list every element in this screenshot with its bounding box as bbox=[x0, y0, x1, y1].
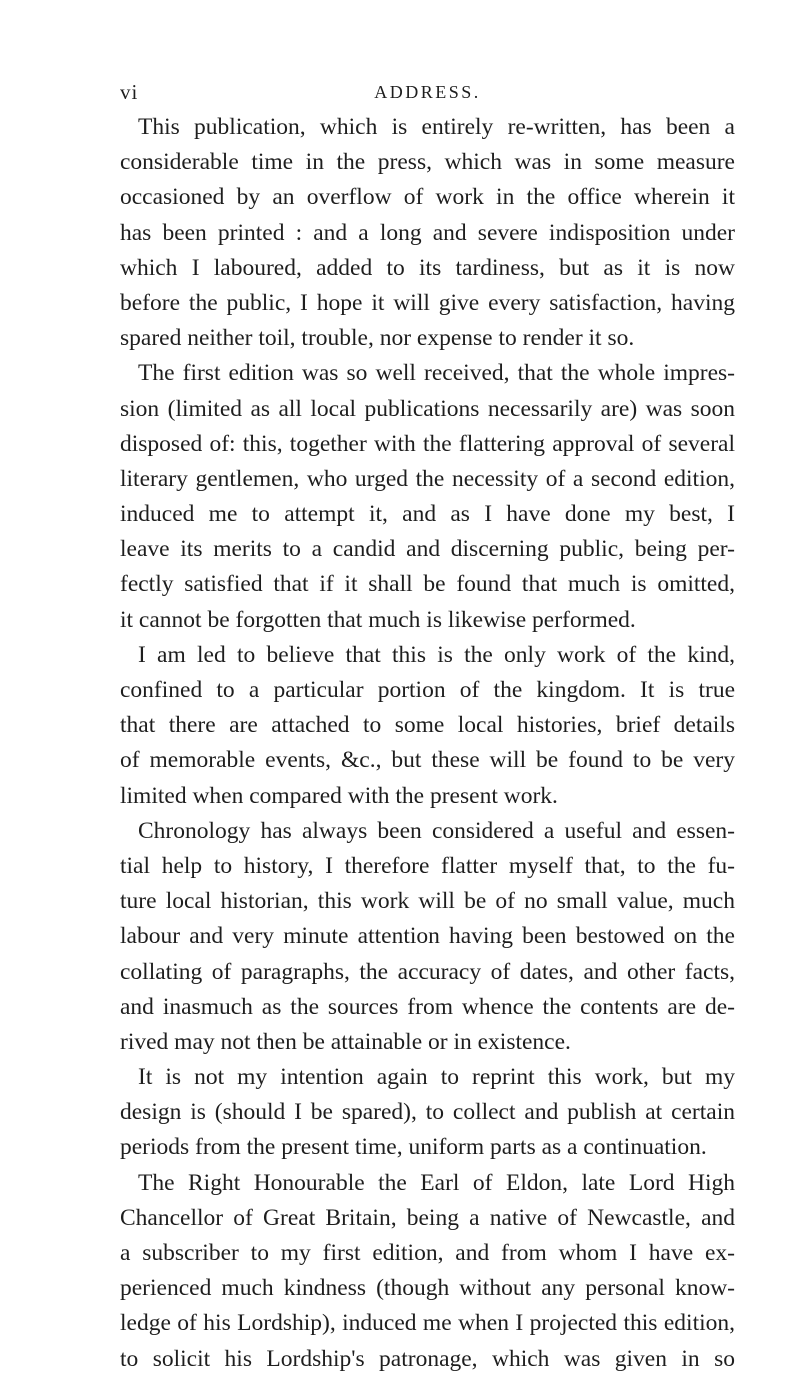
text-line: considerable time in the press, which was in some measure bbox=[120, 149, 735, 176]
text-line: sion (limited as all local publications necessarily are) was soon bbox=[120, 395, 735, 422]
text-line: periods from the present time, uniform parts as a continuation. bbox=[120, 1134, 707, 1161]
paragraph bbox=[120, 638, 735, 814]
page-number: vi bbox=[120, 80, 139, 104]
text-line: perienced much kindness (though without any personal know- bbox=[120, 1275, 735, 1302]
text-line: labour and very minute attention having been bestowed on the bbox=[120, 923, 735, 950]
text-line: leave its merits to a candid and discerning public, being per- bbox=[120, 536, 735, 563]
text-line: disposed of: this, together with the flattering approval of several bbox=[120, 430, 735, 457]
text-line: has been printed : and a long and severe indisposition under bbox=[120, 219, 735, 246]
paragraph bbox=[120, 110, 735, 356]
running-head bbox=[120, 80, 735, 110]
text-line: it cannot be forgotten that much is likewise performed. bbox=[120, 606, 636, 633]
text-line: rived may not then be attainable or in existence. bbox=[120, 1028, 571, 1055]
text-line: before the public, I hope it will give every satisfaction, having bbox=[120, 289, 735, 316]
paragraph bbox=[120, 814, 735, 1060]
text-line: ledge of his Lordship), induced me when I projected this edition, bbox=[120, 1310, 735, 1337]
text-line: The first edition was so well received, that the whole impres- bbox=[138, 360, 735, 387]
text-line: to solicit his Lordship's patronage, which was given in so bbox=[120, 1345, 735, 1372]
text-line: tial help to history, I therefore flatter myself that, to the fu- bbox=[120, 852, 735, 879]
paragraph bbox=[120, 356, 735, 638]
text-line: spared neither toil, trouble, nor expense to render it so. bbox=[120, 325, 635, 352]
text-line: Chronology has always been considered a useful and essen- bbox=[138, 817, 735, 844]
text-line: ture local historian, this work will be of no small value, much bbox=[120, 888, 735, 915]
text-line: which I laboured, added to its tardiness, but as it is now bbox=[120, 254, 735, 281]
text-line: that there are attached to some local histories, brief details bbox=[120, 712, 735, 739]
text-line: This publication, which is entirely re-written, has been a bbox=[138, 114, 735, 140]
text-line: induced me to attempt it, and as I have done my best, I bbox=[120, 501, 735, 528]
paragraph bbox=[120, 1060, 735, 1166]
body-text bbox=[120, 110, 735, 1377]
text-line: and inasmuch as the sources from whence the contents are de- bbox=[120, 993, 735, 1020]
text-line: literary gentlemen, who urged the necessity of a second edition, bbox=[120, 465, 735, 492]
text-line: Chancellor of Great Britain, being a native of Newcastle, and bbox=[120, 1204, 735, 1231]
text-line: I am led to believe that this is the only work of the kind, bbox=[138, 641, 735, 668]
text-line: It is not my intention again to reprint this work, but my bbox=[138, 1064, 735, 1091]
text-line: design is (should I be spared), to collect and publish at certain bbox=[120, 1099, 735, 1126]
text-line: collating of paragraphs, the accuracy of dates, and other facts, bbox=[120, 958, 735, 985]
text-line: a subscriber to my first edition, and from whom I have ex- bbox=[120, 1240, 735, 1266]
text-line: occasioned by an overflow of work in the office wherein it bbox=[120, 184, 735, 211]
text-line: The Right Honourable the Earl of Eldon, late Lord High bbox=[138, 1169, 735, 1196]
text-line: limited when compared with the present work. bbox=[120, 782, 558, 809]
text-line: confined to a particular portion of the kingdom. It is true bbox=[120, 677, 735, 703]
paragraph bbox=[120, 1166, 735, 1377]
text-line: fectly satisfied that if it shall be found that much is omitted, bbox=[120, 571, 735, 598]
running-title: ADDRESS. bbox=[374, 82, 481, 102]
text-line: of memorable events, &c., but these will be found to be very bbox=[120, 747, 735, 774]
